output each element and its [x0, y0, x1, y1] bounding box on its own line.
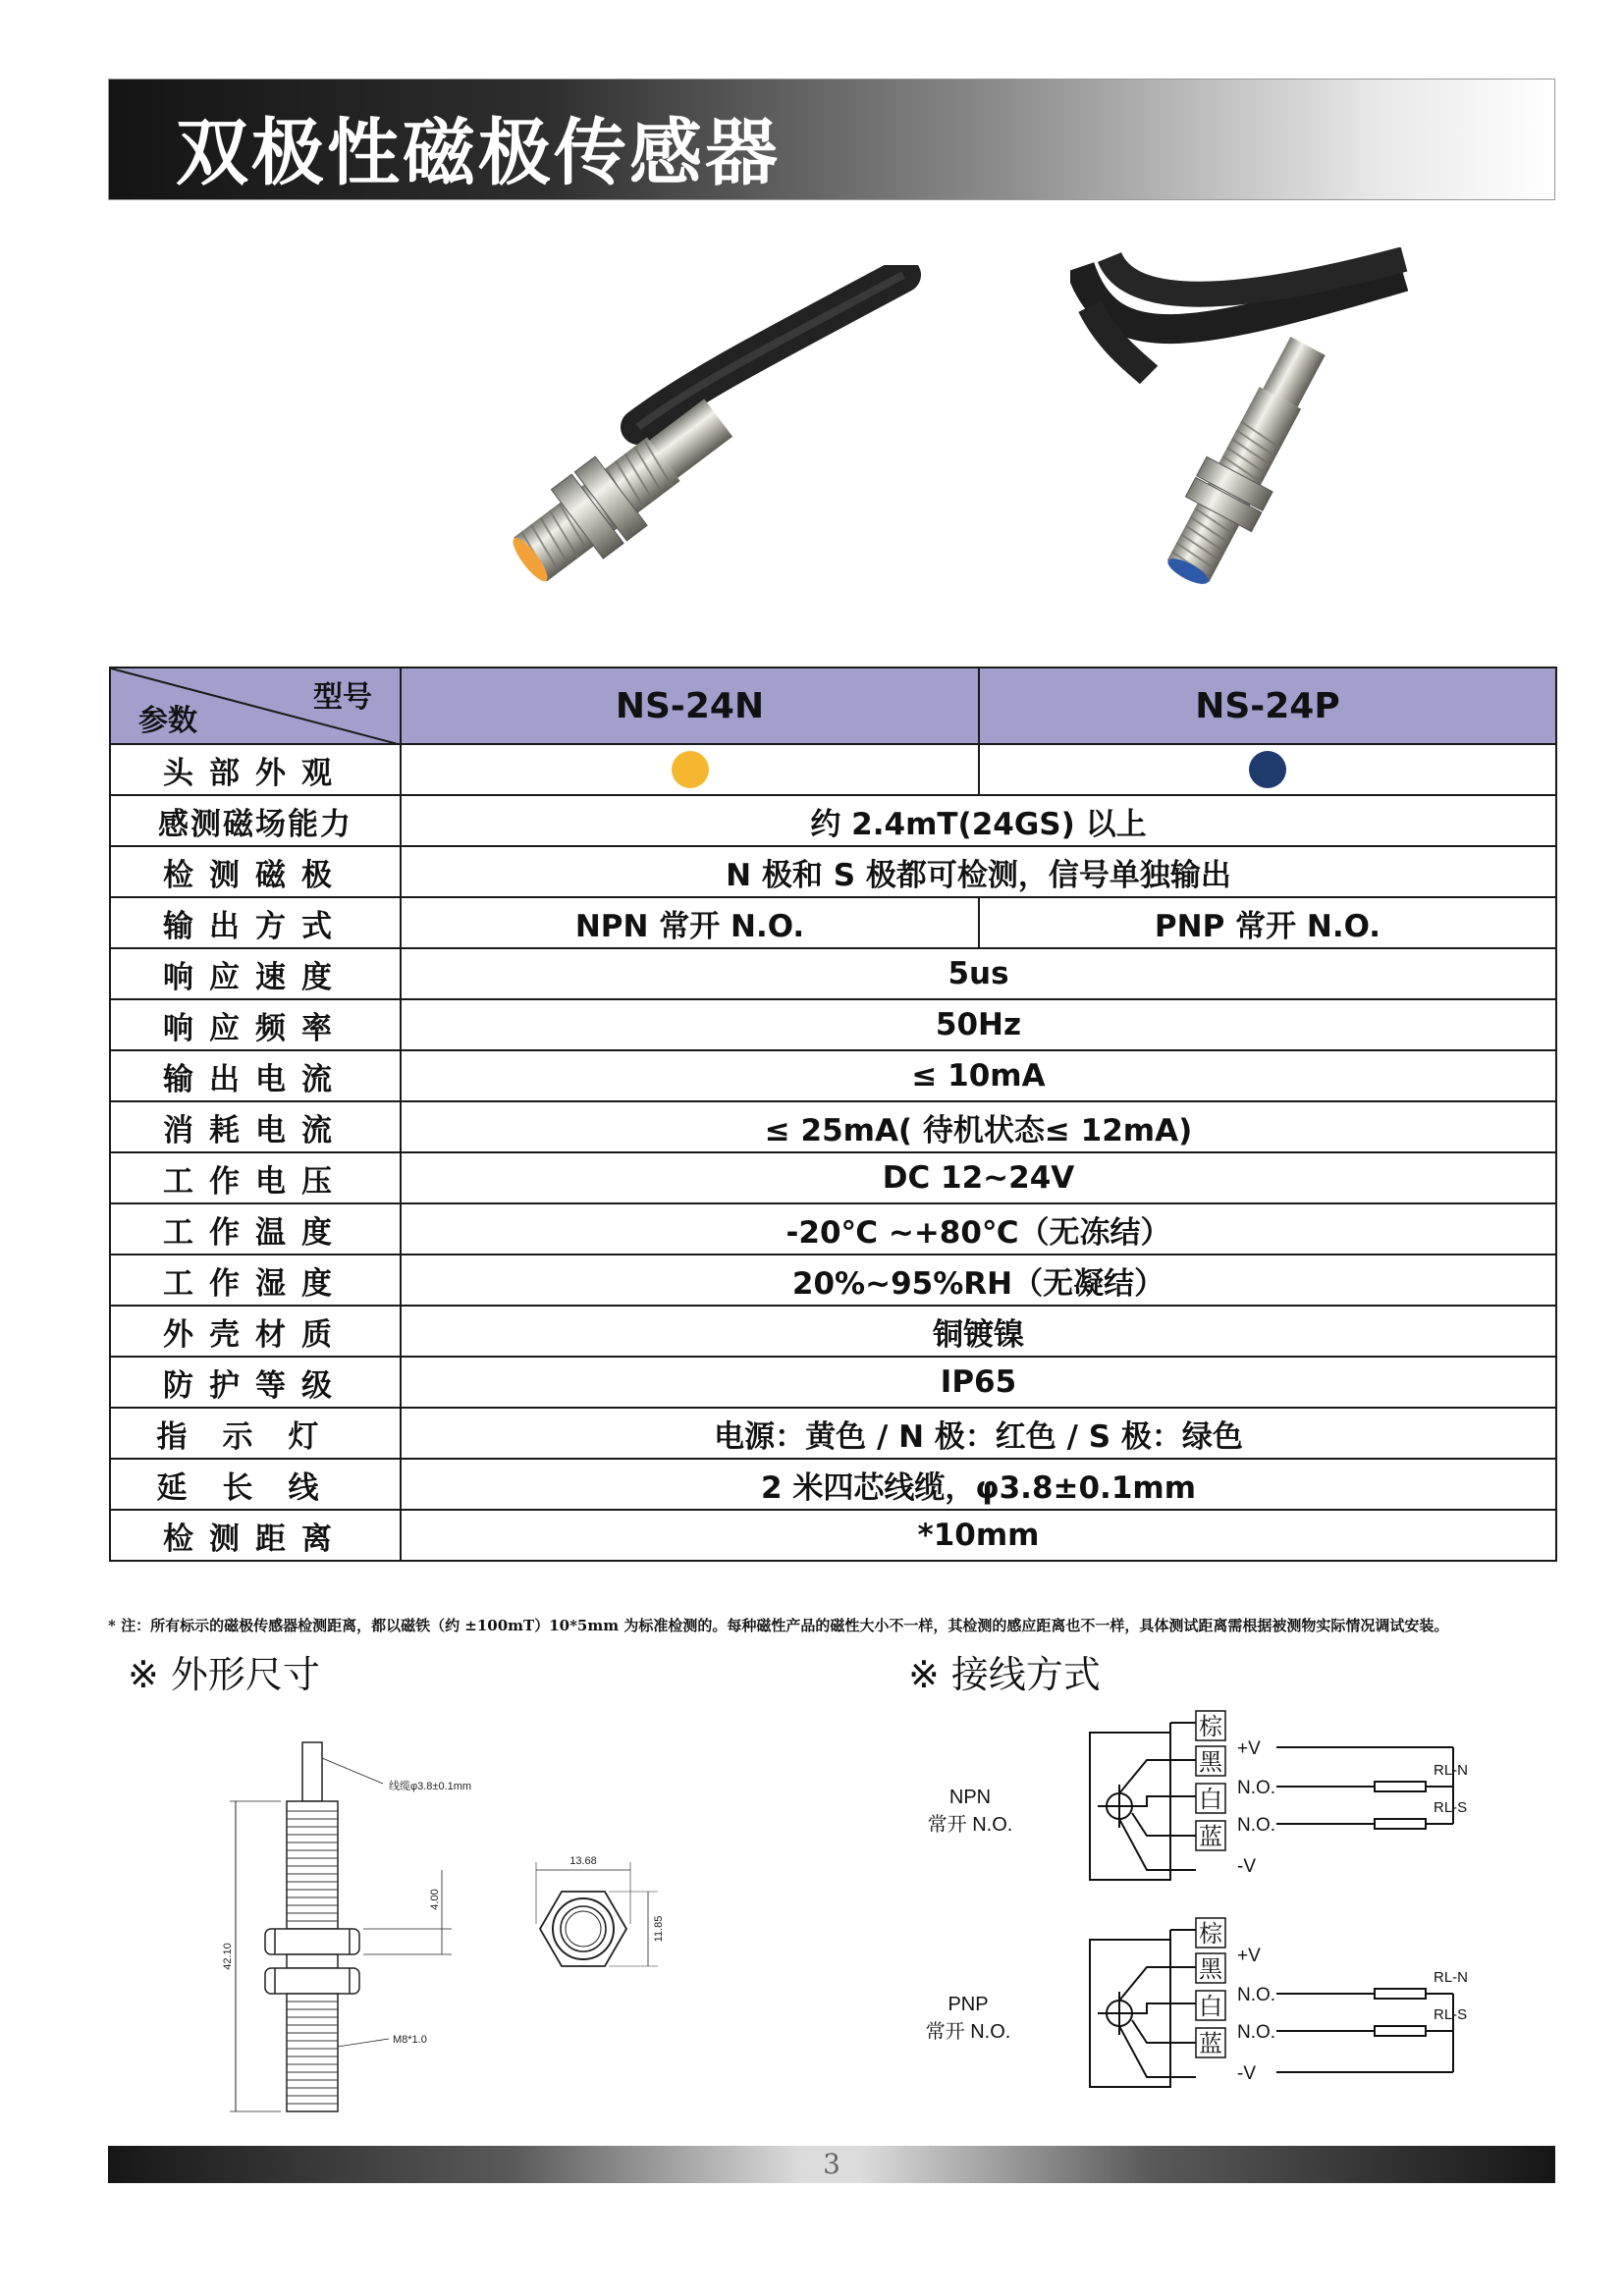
param-value-pnp: PNP 常开 N.O. [979, 897, 1556, 948]
table-row [110, 1152, 1556, 1203]
page-title: 双极性磁极传感器 [176, 111, 781, 195]
load-rl-n: RL-N [1434, 1969, 1469, 1986]
wire-brown-label: 棕 [1199, 1921, 1222, 1948]
param-value: DC 12~24V [401, 1152, 1556, 1203]
param-label: 头部外观 [110, 744, 401, 795]
wire-blue-label: 蓝 [1199, 2031, 1222, 2057]
param-value: N 极和 S 极都可检测，信号单独输出 [401, 846, 1556, 897]
param-label: 防护等级 [110, 1357, 401, 1408]
param-label: 输出方式 [110, 897, 401, 948]
terminal-no-2: N.O. [1237, 1815, 1276, 1836]
wire-brown-label: 棕 [1199, 1714, 1222, 1740]
dimension-drawing [216, 1723, 727, 2135]
blue-head-dot [1249, 751, 1286, 788]
table-row [110, 1459, 1556, 1510]
pnp-mode-label: 常开 N.O. [925, 2021, 1011, 2043]
product-photo-ns-24n [491, 265, 923, 589]
wiring-diagram-npn [903, 1703, 1532, 1899]
param-value: IP65 [401, 1357, 1556, 1408]
wire-black-label: 黑 [1199, 1956, 1222, 1983]
table-row [110, 1255, 1556, 1306]
table-row [110, 897, 1556, 948]
dim-42-label: 42.10 [222, 1943, 234, 1970]
param-value: 约 2.4mT(24GS) 以上 [401, 795, 1556, 846]
footnote: * 注：所有标示的磁极传感器检测距离，都以磁铁（约 ±100mT）10*5mm 为标准检测的。每种磁性产品的磁性大小不一样，其检测的感应距离也不一样，具体测试距离需根据被测物实际情况调试安装。 [108, 1617, 1449, 1634]
param-label: 检测磁极 [110, 846, 401, 897]
param-label: 工作温度 [110, 1203, 401, 1255]
wiring-diagram-pnp [903, 1910, 1532, 2107]
table-row [110, 1306, 1556, 1357]
corner-model-label: 型号 [313, 680, 372, 715]
param-value: 电源：黄色 / N 极：红色 / S 极：绿色 [401, 1408, 1556, 1459]
param-label: 检测距离 [110, 1510, 401, 1561]
param-label: 工作电压 [110, 1152, 401, 1203]
dim-4-label: 4.00 [429, 1889, 441, 1910]
terminal-v-minus: -V [1237, 2063, 1256, 2084]
terminal-no-2: N.O. [1237, 2022, 1276, 2043]
param-value: ≤ 25mA( 待机状态≤ 12mA) [401, 1101, 1556, 1152]
hex-height-label: 11.85 [653, 1915, 665, 1943]
param-value: 5us [401, 948, 1556, 999]
load-rl-s: RL-S [1434, 2006, 1468, 2023]
param-label: 输出电流 [110, 1050, 401, 1101]
table-row [110, 1357, 1556, 1408]
wire-black-label: 黑 [1199, 1749, 1222, 1776]
terminal-v-plus: +V [1237, 1946, 1261, 1966]
table-corner-cell [110, 667, 401, 744]
table-row [110, 795, 1556, 846]
cable-dim-label: 线缆φ3.8±0.1mm [389, 1781, 472, 1792]
table-row [110, 1101, 1556, 1152]
pnp-label: PNP [947, 1994, 989, 2015]
param-value: 铜镀镍 [401, 1306, 1556, 1357]
table-row [110, 1050, 1556, 1101]
npn-label: NPN [948, 1787, 992, 1808]
table-row [110, 948, 1556, 999]
param-value: ≤ 10mA [401, 1050, 1556, 1101]
npn-mode-label: 常开 N.O. [927, 1814, 1013, 1836]
page-number: 3 [823, 2148, 840, 2180]
param-label: 指示灯 [110, 1408, 401, 1459]
section-title-dimensions: ※ 外形尺寸 [128, 1653, 320, 1696]
table-row [110, 1408, 1556, 1459]
terminal-no-1: N.O. [1237, 1985, 1276, 2005]
table-row [110, 846, 1556, 897]
thread-label: M8*1.0 [393, 2034, 427, 2046]
table-row [110, 999, 1556, 1050]
load-rl-n: RL-N [1434, 1762, 1469, 1779]
wire-blue-label: 蓝 [1199, 1824, 1222, 1850]
table-row [110, 1510, 1556, 1561]
corner-param-label: 参数 [138, 704, 197, 738]
yellow-head-dot [672, 751, 709, 788]
param-label: 延长线 [110, 1459, 401, 1510]
param-label: 外壳材质 [110, 1306, 401, 1357]
wire-white-label: 白 [1199, 1994, 1222, 2020]
model-ns-24p: NS-24P [979, 667, 1556, 744]
load-rl-s: RL-S [1434, 1799, 1468, 1816]
param-value: 2 米四芯线缆，φ3.8±0.1mm [401, 1459, 1556, 1510]
wire-white-label: 白 [1199, 1787, 1222, 1813]
model-ns-24n: NS-24N [401, 667, 979, 744]
section-title-wiring: ※ 接线方式 [908, 1653, 1101, 1696]
footer-bar [108, 2146, 1555, 2183]
terminal-v-plus: +V [1237, 1738, 1261, 1759]
param-label: 工作湿度 [110, 1255, 401, 1306]
param-value: -20℃ ~+80℃（无冻结） [401, 1203, 1556, 1255]
terminal-no-1: N.O. [1237, 1778, 1276, 1798]
param-value: 50Hz [401, 999, 1556, 1050]
param-value: 20%~95%RH（无凝结） [401, 1255, 1556, 1306]
head-color-ns-24p [979, 744, 1556, 795]
table-header-row [110, 667, 1556, 744]
param-label: 响应速度 [110, 948, 401, 999]
param-label: 响应频率 [110, 999, 401, 1050]
terminal-v-minus: -V [1237, 1856, 1256, 1877]
head-color-ns-24n [401, 744, 979, 795]
spec-table [109, 667, 1557, 1562]
table-row [110, 744, 1556, 795]
param-value-npn: NPN 常开 N.O. [401, 897, 979, 948]
header-banner [108, 79, 1555, 200]
product-photo-ns-24p [1070, 247, 1414, 601]
hex-width-label: 13.68 [569, 1855, 597, 1867]
param-label: 感测磁场能力 [110, 795, 401, 846]
param-label: 消耗电流 [110, 1101, 401, 1152]
param-value: *10mm [401, 1510, 1556, 1561]
table-row [110, 1203, 1556, 1255]
